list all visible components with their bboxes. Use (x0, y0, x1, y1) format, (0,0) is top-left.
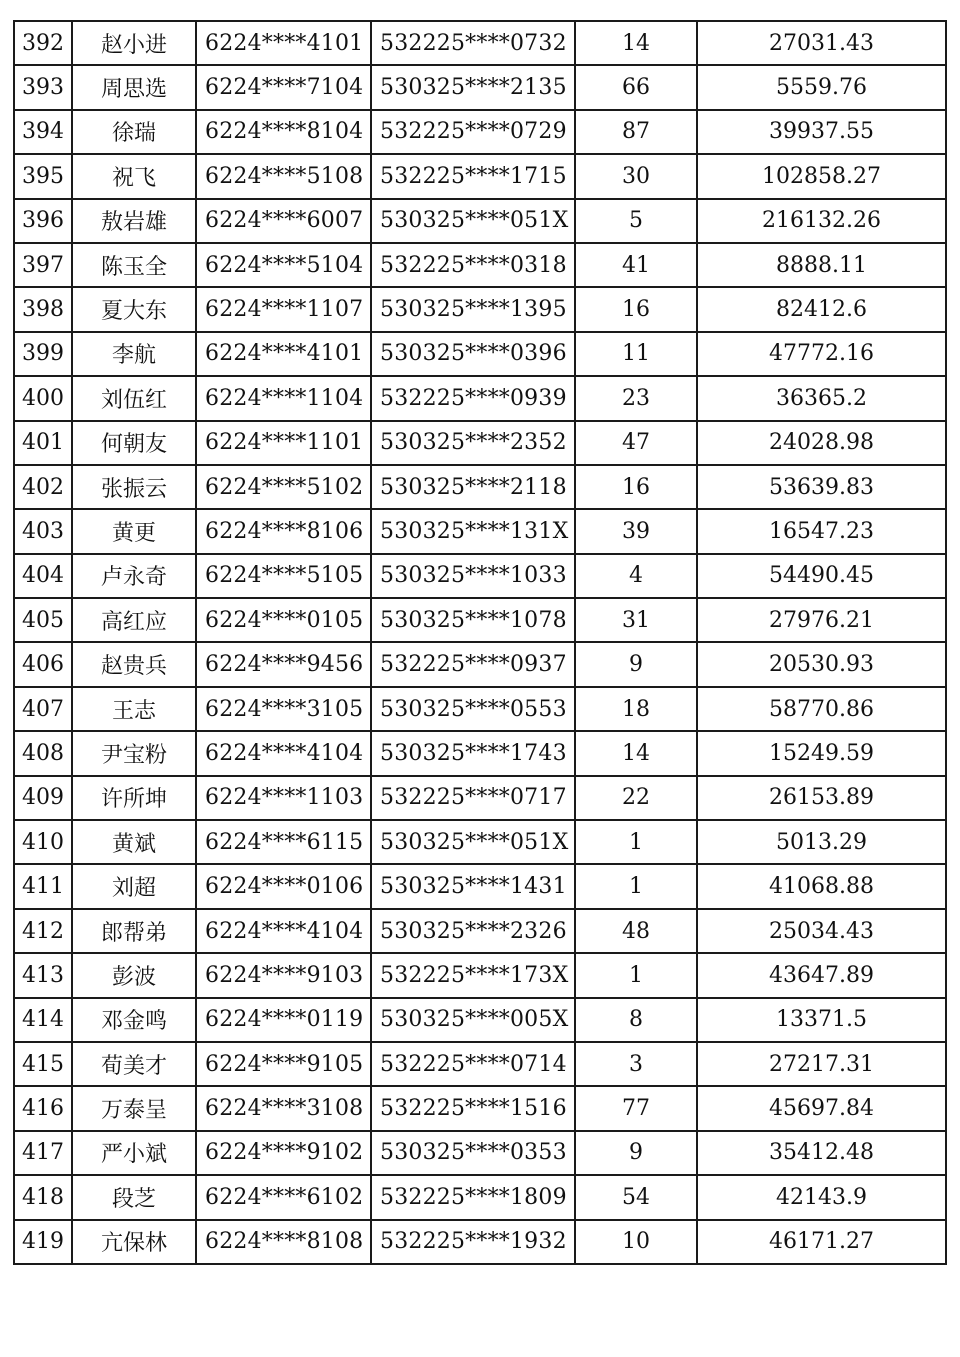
cell-card-number: 6224****1103 (196, 776, 371, 820)
cell-count: 23 (575, 376, 697, 420)
cell-amount: 5013.29 (697, 820, 946, 864)
cell-id-number: 530325****1033 (371, 554, 575, 598)
table-row (14, 820, 946, 864)
table-row (14, 465, 946, 509)
table-row (14, 1175, 946, 1219)
cell-amount: 46171.27 (697, 1220, 946, 1264)
cell-amount: 27976.21 (697, 598, 946, 642)
cell-seq: 415 (14, 1042, 72, 1086)
table-row (14, 110, 946, 154)
cell-amount: 15249.59 (697, 731, 946, 775)
table-row (14, 731, 946, 775)
cell-card-number: 6224****9103 (196, 953, 371, 997)
cell-name: 段芝 (72, 1175, 196, 1219)
cell-card-number: 6224****9102 (196, 1131, 371, 1175)
cell-id-number: 532225****0714 (371, 1042, 575, 1086)
cell-card-number: 6224****1107 (196, 287, 371, 331)
cell-card-number: 6224****3108 (196, 1086, 371, 1130)
cell-amount: 27031.43 (697, 21, 946, 65)
cell-seq: 417 (14, 1131, 72, 1175)
cell-id-number: 530325****005X (371, 998, 575, 1042)
cell-amount: 39937.55 (697, 110, 946, 154)
cell-amount: 47772.16 (697, 332, 946, 376)
cell-seq: 405 (14, 598, 72, 642)
cell-count: 16 (575, 287, 697, 331)
table-row (14, 864, 946, 908)
cell-count: 9 (575, 1131, 697, 1175)
cell-id-number: 532225****1809 (371, 1175, 575, 1219)
cell-count: 22 (575, 776, 697, 820)
cell-count: 10 (575, 1220, 697, 1264)
cell-count: 4 (575, 554, 697, 598)
cell-id-number: 530325****2135 (371, 65, 575, 109)
cell-amount: 26153.89 (697, 776, 946, 820)
cell-card-number: 6224****8104 (196, 110, 371, 154)
cell-card-number: 6224****5108 (196, 154, 371, 198)
cell-name: 严小斌 (72, 1131, 196, 1175)
cell-amount: 27217.31 (697, 1042, 946, 1086)
cell-id-number: 530325****0353 (371, 1131, 575, 1175)
cell-seq: 413 (14, 953, 72, 997)
cell-name: 郎帮弟 (72, 909, 196, 953)
cell-seq: 403 (14, 509, 72, 553)
cell-count: 48 (575, 909, 697, 953)
table-row (14, 1086, 946, 1130)
cell-amount: 102858.27 (697, 154, 946, 198)
cell-amount: 35412.48 (697, 1131, 946, 1175)
cell-name: 荀美才 (72, 1042, 196, 1086)
cell-name: 张振云 (72, 465, 196, 509)
cell-count: 47 (575, 421, 697, 465)
cell-count: 11 (575, 332, 697, 376)
table-row (14, 598, 946, 642)
table-row (14, 909, 946, 953)
cell-name: 亢保林 (72, 1220, 196, 1264)
cell-id-number: 532225****1516 (371, 1086, 575, 1130)
cell-amount: 42143.9 (697, 1175, 946, 1219)
cell-count: 77 (575, 1086, 697, 1130)
cell-card-number: 6224****8106 (196, 509, 371, 553)
cell-name: 王志 (72, 687, 196, 731)
cell-name: 万泰呈 (72, 1086, 196, 1130)
cell-card-number: 6224****5105 (196, 554, 371, 598)
cell-count: 16 (575, 465, 697, 509)
cell-card-number: 6224****9456 (196, 642, 371, 686)
cell-seq: 397 (14, 243, 72, 287)
cell-id-number: 530325****2326 (371, 909, 575, 953)
cell-name: 赵贵兵 (72, 642, 196, 686)
table-row (14, 332, 946, 376)
cell-amount: 16547.23 (697, 509, 946, 553)
table-row (14, 998, 946, 1042)
cell-seq: 404 (14, 554, 72, 598)
roster-table-body (14, 21, 946, 1264)
cell-card-number: 6224****4104 (196, 909, 371, 953)
cell-amount: 20530.93 (697, 642, 946, 686)
cell-amount: 45697.84 (697, 1086, 946, 1130)
cell-amount: 41068.88 (697, 864, 946, 908)
cell-name: 许所坤 (72, 776, 196, 820)
cell-amount: 5559.76 (697, 65, 946, 109)
cell-name: 祝飞 (72, 154, 196, 198)
cell-count: 1 (575, 864, 697, 908)
cell-name: 刘超 (72, 864, 196, 908)
cell-name: 刘伍红 (72, 376, 196, 420)
cell-seq: 395 (14, 154, 72, 198)
cell-card-number: 6224****7104 (196, 65, 371, 109)
cell-id-number: 530325****1078 (371, 598, 575, 642)
cell-seq: 419 (14, 1220, 72, 1264)
cell-id-number: 532225****0717 (371, 776, 575, 820)
roster-table (13, 20, 947, 1265)
cell-id-number: 530325****1395 (371, 287, 575, 331)
cell-seq: 398 (14, 287, 72, 331)
table-row (14, 21, 946, 65)
cell-id-number: 530325****131X (371, 509, 575, 553)
table-row (14, 421, 946, 465)
cell-amount: 25034.43 (697, 909, 946, 953)
cell-seq: 392 (14, 21, 72, 65)
cell-card-number: 6224****4104 (196, 731, 371, 775)
cell-id-number: 532225****0318 (371, 243, 575, 287)
cell-id-number: 530325****051X (371, 199, 575, 243)
table-row (14, 687, 946, 731)
table-row (14, 65, 946, 109)
cell-id-number: 532225****0937 (371, 642, 575, 686)
table-row (14, 642, 946, 686)
cell-seq: 412 (14, 909, 72, 953)
cell-seq: 399 (14, 332, 72, 376)
cell-id-number: 530325****051X (371, 820, 575, 864)
cell-id-number: 530325****2352 (371, 421, 575, 465)
cell-card-number: 6224****0106 (196, 864, 371, 908)
table-row (14, 199, 946, 243)
cell-count: 5 (575, 199, 697, 243)
cell-id-number: 532225****1932 (371, 1220, 575, 1264)
cell-amount: 82412.6 (697, 287, 946, 331)
cell-card-number: 6224****4101 (196, 21, 371, 65)
cell-count: 30 (575, 154, 697, 198)
cell-id-number: 530325****0396 (371, 332, 575, 376)
cell-seq: 400 (14, 376, 72, 420)
cell-count: 87 (575, 110, 697, 154)
cell-count: 14 (575, 21, 697, 65)
cell-count: 54 (575, 1175, 697, 1219)
cell-amount: 24028.98 (697, 421, 946, 465)
cell-id-number: 532225****0732 (371, 21, 575, 65)
cell-card-number: 6224****0119 (196, 998, 371, 1042)
cell-count: 14 (575, 731, 697, 775)
cell-count: 41 (575, 243, 697, 287)
table-row (14, 243, 946, 287)
cell-seq: 409 (14, 776, 72, 820)
cell-name: 敖岩雄 (72, 199, 196, 243)
cell-seq: 408 (14, 731, 72, 775)
cell-card-number: 6224****9105 (196, 1042, 371, 1086)
cell-card-number: 6224****6102 (196, 1175, 371, 1219)
cell-seq: 416 (14, 1086, 72, 1130)
cell-card-number: 6224****1104 (196, 376, 371, 420)
cell-count: 3 (575, 1042, 697, 1086)
cell-name: 李航 (72, 332, 196, 376)
cell-seq: 410 (14, 820, 72, 864)
cell-id-number: 532225****0939 (371, 376, 575, 420)
cell-id-number: 530325****1431 (371, 864, 575, 908)
cell-seq: 407 (14, 687, 72, 731)
cell-count: 66 (575, 65, 697, 109)
cell-id-number: 532225****0729 (371, 110, 575, 154)
cell-id-number: 532225****1715 (371, 154, 575, 198)
cell-seq: 402 (14, 465, 72, 509)
cell-card-number: 6224****3105 (196, 687, 371, 731)
cell-id-number: 530325****0553 (371, 687, 575, 731)
cell-amount: 58770.86 (697, 687, 946, 731)
cell-card-number: 6224****5102 (196, 465, 371, 509)
cell-count: 18 (575, 687, 697, 731)
cell-count: 39 (575, 509, 697, 553)
cell-card-number: 6224****8108 (196, 1220, 371, 1264)
cell-count: 1 (575, 820, 697, 864)
cell-amount: 36365.2 (697, 376, 946, 420)
table-row (14, 1220, 946, 1264)
cell-count: 8 (575, 998, 697, 1042)
cell-name: 邓金鸣 (72, 998, 196, 1042)
cell-id-number: 530325****2118 (371, 465, 575, 509)
cell-name: 尹宝粉 (72, 731, 196, 775)
cell-id-number: 530325****1743 (371, 731, 575, 775)
cell-amount: 8888.11 (697, 243, 946, 287)
cell-id-number: 532225****173X (371, 953, 575, 997)
table-row (14, 1042, 946, 1086)
cell-seq: 418 (14, 1175, 72, 1219)
cell-seq: 394 (14, 110, 72, 154)
cell-seq: 414 (14, 998, 72, 1042)
table-row (14, 554, 946, 598)
table-row (14, 509, 946, 553)
cell-amount: 43647.89 (697, 953, 946, 997)
cell-seq: 406 (14, 642, 72, 686)
table-row (14, 376, 946, 420)
cell-name: 高红应 (72, 598, 196, 642)
cell-count: 9 (575, 642, 697, 686)
cell-seq: 396 (14, 199, 72, 243)
cell-name: 徐瑞 (72, 110, 196, 154)
cell-card-number: 6224****5104 (196, 243, 371, 287)
cell-name: 陈玉全 (72, 243, 196, 287)
cell-card-number: 6224****4101 (196, 332, 371, 376)
cell-card-number: 6224****6115 (196, 820, 371, 864)
table-row (14, 154, 946, 198)
table-row (14, 287, 946, 331)
cell-name: 黄更 (72, 509, 196, 553)
cell-seq: 401 (14, 421, 72, 465)
table-row (14, 953, 946, 997)
cell-amount: 13371.5 (697, 998, 946, 1042)
cell-card-number: 6224****6007 (196, 199, 371, 243)
cell-seq: 411 (14, 864, 72, 908)
cell-card-number: 6224****0105 (196, 598, 371, 642)
cell-amount: 216132.26 (697, 199, 946, 243)
cell-name: 彭波 (72, 953, 196, 997)
cell-count: 1 (575, 953, 697, 997)
cell-name: 周思选 (72, 65, 196, 109)
cell-name: 卢永奇 (72, 554, 196, 598)
cell-amount: 53639.83 (697, 465, 946, 509)
cell-name: 赵小进 (72, 21, 196, 65)
cell-amount: 54490.45 (697, 554, 946, 598)
cell-card-number: 6224****1101 (196, 421, 371, 465)
cell-count: 31 (575, 598, 697, 642)
cell-name: 何朝友 (72, 421, 196, 465)
table-row (14, 1131, 946, 1175)
cell-seq: 393 (14, 65, 72, 109)
cell-name: 黄斌 (72, 820, 196, 864)
cell-name: 夏大东 (72, 287, 196, 331)
table-row (14, 776, 946, 820)
